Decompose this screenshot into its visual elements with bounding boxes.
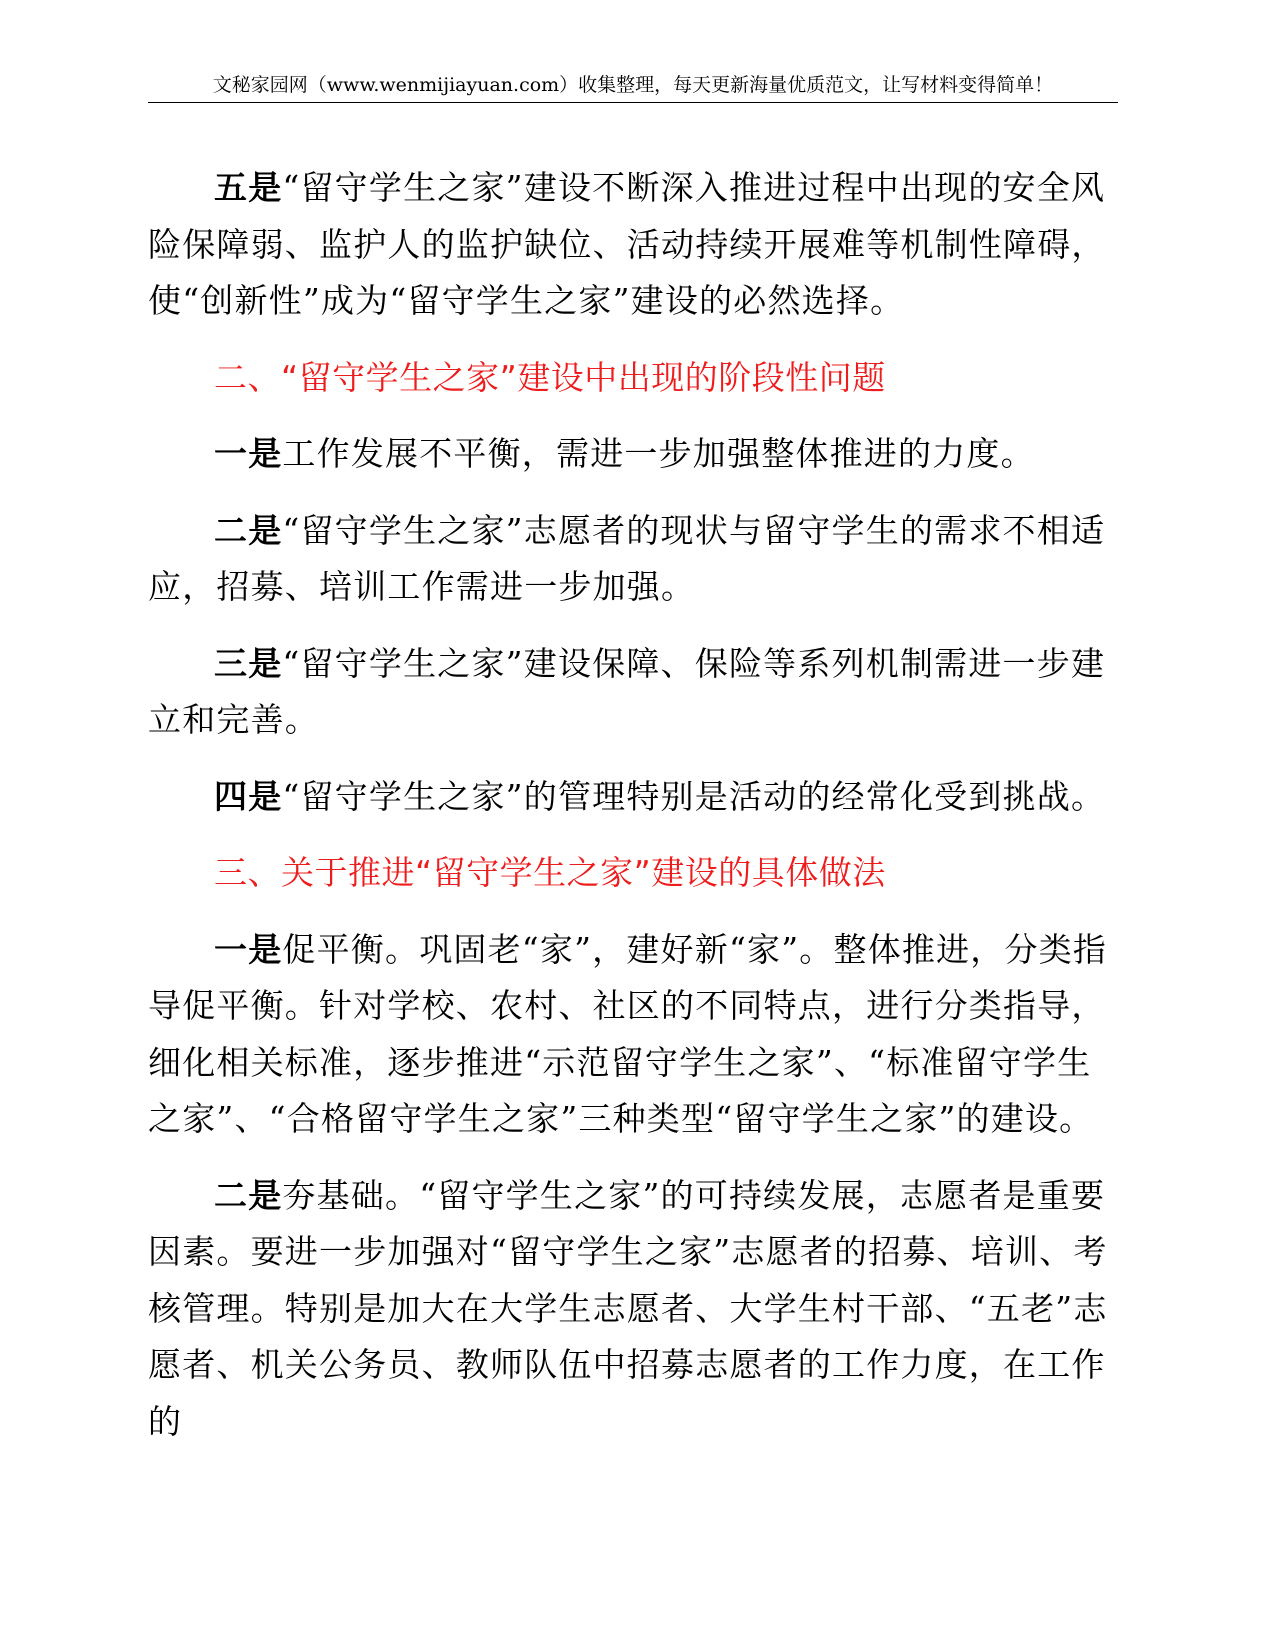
paragraph-lead: 二是 [214,510,283,550]
paragraph-lead: 二是 [214,1175,283,1215]
paragraph-text: 工作发展不平衡，需进一步加强整体推进的力度。 [282,434,1035,473]
paragraph-text: 促平衡。巩固老“家”，建好新“家”。整体推进，分类指导促平衡。针对学校、农村、社区的不同特点，进行分类指导，细化相关标准，逐步推进“示范留守学生之家”、“标准留守学生之家”、“合格留守学生之家”三种类型“留守学生之家”的建设。 [148,929,1108,1138]
page-header [148,72,1118,103]
paragraph-lead: 一是 [214,929,283,969]
paragraph-problem-3 [148,636,1120,749]
section-heading-2: 二、“留守学生之家”建设中出现的阶段性问题 [214,357,886,397]
paragraph-problem-4 [148,769,1120,826]
paragraph-lead: 一是 [214,434,283,473]
paragraph-measure-1 [148,922,1120,1148]
paragraph-lead: 五是 [214,168,283,207]
paragraph-text: “留守学生之家”志愿者的现状与留守学生的需求不相适应，招募、培训工作需进一步加强。 [148,510,1106,606]
header-text: 文秘家园网（www.wenmijiayuan.com）收集整理，每天更新海量优质范文，让写材料变得简单！ [212,74,1054,96]
paragraph-lead: 四是 [214,776,283,816]
paragraph-text: “留守学生之家”建设不断深入推进过程中出现的安全风险保障弱、监护人的监护缺位、活动持续开展难等机制性障碍，使“创新性”成为“留守学生之家”建设的必然选择。 [148,168,1106,320]
section-heading-3: 三、关于推进“留守学生之家”建设的具体做法 [214,853,886,892]
document-body [148,160,1120,1450]
paragraph-text: 夯基础。“留守学生之家”的可持续发展，志愿者是重要因素。要进一步加强对“留守学生之家”志愿者的招募、培训、考核管理。特别是加大在大学生志愿者、大学生村干部、“五老”志愿者、机关公务员、教师队伍中招募志愿者的工作力度，在工作的 [148,1175,1108,1441]
paragraph-text: “留守学生之家”的管理特别是活动的经常化受到挑战。 [282,776,1106,816]
paragraph-5th-point [148,160,1120,330]
paragraph-problem-1 [148,426,1120,483]
paragraph-measure-2 [148,1168,1120,1451]
paragraph-problem-2 [148,503,1120,616]
paragraph-lead: 三是 [214,643,283,683]
paragraph-text: “留守学生之家”建设保障、保险等系列机制需进一步建立和完善。 [148,643,1106,739]
